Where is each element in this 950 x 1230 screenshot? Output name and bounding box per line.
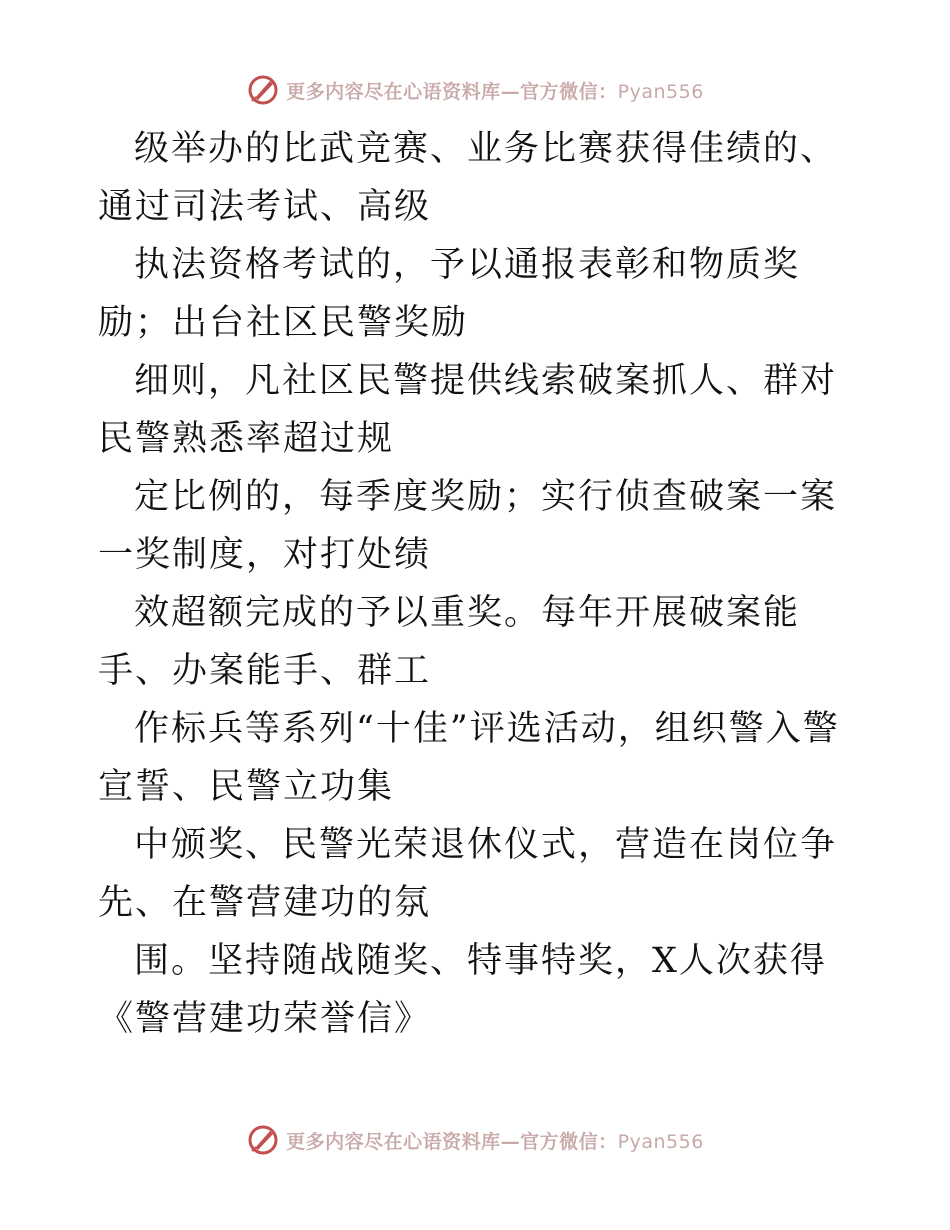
quill-logo-icon xyxy=(246,73,280,107)
footer-watermark xyxy=(0,1120,950,1160)
quill-logo-icon xyxy=(246,1123,280,1157)
watermark-cn-text: 更多内容尽在心语资料库—官方微信： xyxy=(286,1130,618,1153)
watermark-wechat-id: Pyan556 xyxy=(617,1130,704,1153)
paragraph: 作标兵等系列“十佳”评选活动，组织警入警宣誓、民警立功集 xyxy=(98,709,840,807)
header-watermark xyxy=(0,70,950,110)
paragraph: 执法资格考试的，予以通报表彰和物质奖励；出台社区民警奖励 xyxy=(98,245,801,343)
paragraph: 级举办的比武竞赛、业务比赛获得佳绩的、通过司法考试、高级 xyxy=(98,129,838,227)
paragraph: 定比例的，每季度奖励；实行侦查破案一案一奖制度，对打处绩 xyxy=(98,477,838,575)
paragraph: 效超额完成的予以重奖。每年开展破案能手、办案能手、群工 xyxy=(98,593,801,691)
paragraph: 细则，凡社区民警提供线索破案抓人、群对民警熟悉率超过规 xyxy=(98,361,838,459)
document-body xyxy=(98,120,858,1048)
paragraph: 围。坚持随战随奖、特事特奖，X人次获得《警营建功荣誉信》 xyxy=(98,941,827,1039)
watermark-cn-text: 更多内容尽在心语资料库—官方微信： xyxy=(286,80,618,103)
watermark-wechat-id: Pyan556 xyxy=(617,80,704,103)
paragraph: 中颁奖、民警光荣退休仪式，营造在岗位争先、在警营建功的氛 xyxy=(98,825,838,923)
